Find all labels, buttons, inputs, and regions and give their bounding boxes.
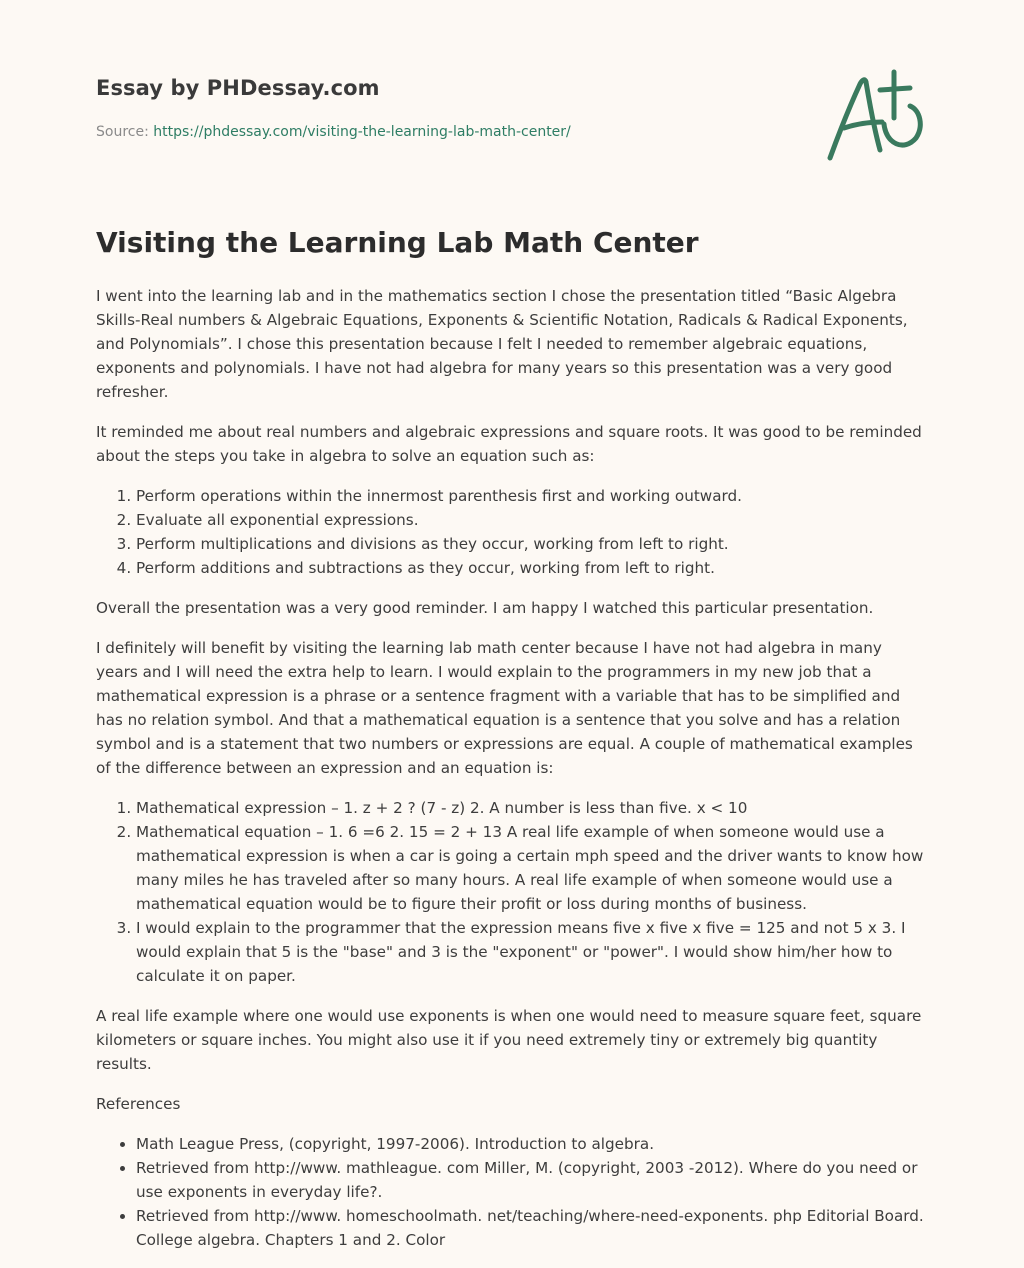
list-item: 1. Perform operations within the innermost parenthesis first and working outward. — [136, 484, 928, 508]
essay-body — [96, 284, 928, 1268]
paragraph-reminder: It reminded me about real numbers and algebraic expressions and square roots. It was good to be reminded about the steps you take in algebra to solve an equation such as: — [96, 423, 922, 465]
examples-list — [96, 796, 928, 988]
list-item: 1. Mathematical expression – 1. z + 2 ? (7 - z) 2. A number is less than five. x < 10 — [136, 796, 928, 820]
list-item: 3. Perform multiplications and divisions as they occur, working from left to right. — [136, 532, 928, 556]
references-heading: References — [96, 1095, 181, 1113]
algebra-steps-list — [96, 484, 928, 580]
source-link[interactable]: https://phdessay.com/visiting-the-learning-lab-math-center/ — [153, 124, 571, 140]
source-line — [96, 124, 571, 140]
references-list — [96, 1132, 928, 1252]
list-item: 3. I would explain to the programmer that the expression means five x five x five = 125 and not 5 x 3. I would explain that 5 is the "base" and 3 is the "exponent" or "power". I would show him/her how to calculate it on paper. — [136, 916, 928, 988]
a-plus-logo-icon — [824, 66, 928, 166]
essay-title: Visiting the Learning Lab Math Center — [96, 226, 699, 259]
paragraph-benefit: I definitely will benefit by visiting the learning lab math center because I have not had algebra in many years and I will need the extra help to learn. I would explain to the programmers in my new job that a mathematical expression is a phrase or a sentence fragment with a variable that has to be simplified and has no relation symbol. And that a mathematical equation is a sentence that you solve and has a relation symbol and is a statement that two numbers or expressions are equal. A couple of mathematical examples of the difference between an expression and an equation is: — [96, 639, 913, 777]
list-item: • Retrieved from http://www. mathleague. com Miller, M. (copyright, 2003 -2012). Where do you need or use exponents in everyday life?. — [136, 1156, 928, 1204]
source-label: Source: — [96, 124, 154, 140]
list-item: • Math League Press, (copyright, 1997-2006). Introduction to algebra. — [136, 1132, 928, 1156]
paragraph-intro: I went into the learning lab and in the mathematics section I chose the presentation titled “Basic Algebra Skills-Real numbers & Algebraic Equations, Exponents & Scientific Notation, Radicals & Radical Exponents, and Polynomials”. I chose this presentation because I felt I needed to remember algebraic equations, exponents and polynomials. I have not had algebra for many years so this presentation was a very good refresher. — [96, 287, 908, 401]
list-item: 2. Evaluate all exponential expressions. — [136, 508, 928, 532]
list-item: 2. Mathematical equation – 1. 6 =6 2. 15 = 2 + 13 A real life example of when someone would use a mathematical expression is when a car is going a certain mph speed and the driver wants to know how many miles he has traveled after so many hours. A real life example of when someone would use a mathematical equation would be to figure their profit or loss during months of business. — [136, 820, 928, 916]
site-title: Essay by PHDessay.com — [96, 76, 380, 100]
paragraph-exponents: A real life example where one would use exponents is when one would need to measure square feet, square kilometers or square inches. You might also use it if you need extremely tiny or extremely big quantity results. — [96, 1007, 922, 1073]
list-item: • Retrieved from http://www. homeschoolmath. net/teaching/where-need-exponents. php Editorial Board. College algebra. Chapters 1 and 2. Color — [136, 1204, 928, 1252]
paragraph-overall: Overall the presentation was a very good reminder. I am happy I watched this particular presentation. — [96, 599, 874, 617]
list-item: 4. Perform additions and subtractions as they occur, working from left to right. — [136, 556, 928, 580]
